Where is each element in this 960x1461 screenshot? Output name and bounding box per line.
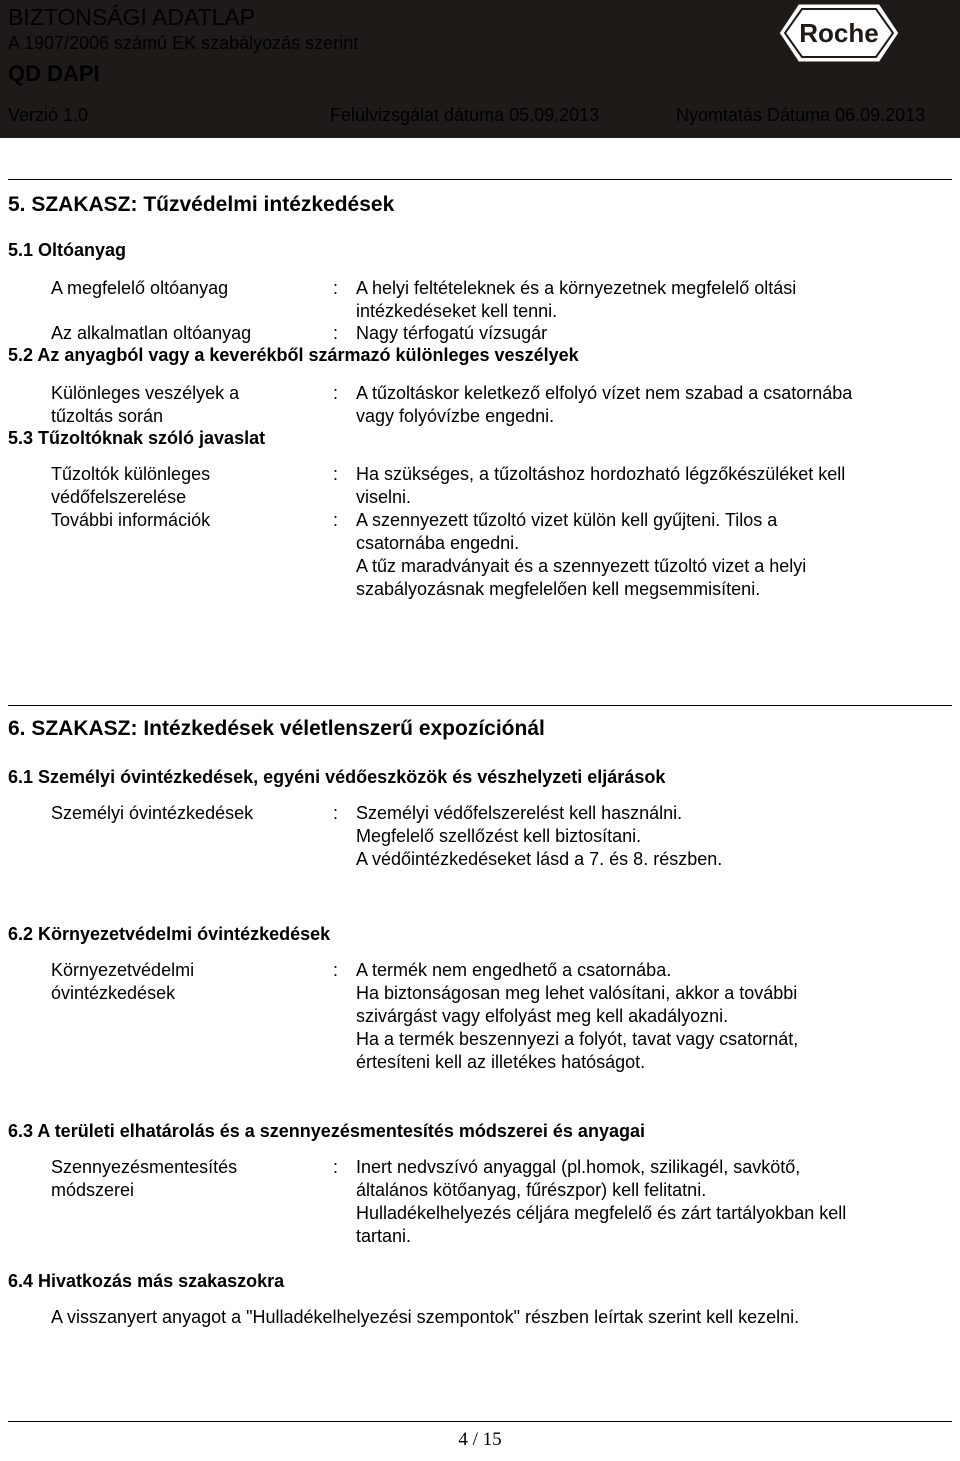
separator-colon: :: [333, 1157, 339, 1177]
separator-colon: :: [333, 383, 339, 403]
subsection-5-1: 5.1 Oltóanyag: [8, 240, 127, 260]
field-label: Különleges veszélyek a tűzoltás során: [51, 383, 240, 426]
separator-colon: :: [333, 278, 339, 298]
separator-colon: :: [333, 323, 339, 343]
field-value: Nagy térfogatú vízsugár: [356, 323, 548, 343]
field-label: Az alkalmatlan oltóanyag: [51, 323, 252, 343]
section-5-title: 5. SZAKASZ: Tűzvédelmi intézkedések: [8, 193, 395, 216]
field-value: Személyi védőfelszerelést kell használni. Megfelelő szellőzést kell biztosítani. A védőintézkedéseket lásd a 7. és 8. részben.: [356, 803, 723, 869]
field-label: További információk: [51, 510, 211, 530]
subsection-6-1: 6.1 Személyi óvintézkedések, egyéni védőeszközök és vészhelyzeti eljárások: [8, 767, 666, 787]
footer-divider: [8, 1421, 952, 1422]
field-value: A szennyezett tűzoltó vizet külön kell gyűjteni. Tilos a csatornába engedni. A tűz maradványait és a szennyezett tűzoltó vizet a helyi szabályozásnak megfelelően kell megsemmisíteni.: [356, 510, 807, 599]
subsection-6-4: 6.4 Hivatkozás más szakaszokra: [8, 1271, 285, 1291]
page-number: 4 / 15: [458, 1429, 502, 1450]
reference-paragraph: A visszanyert anyagot a "Hulladékelhelyezési szempontok" részben leírtak szerint kell kezelni.: [51, 1307, 800, 1327]
header-band-middle: [0, 62, 960, 92]
separator-colon: :: [333, 960, 339, 980]
print-date: Nyomtatás Dátuma 06.09.2013: [676, 105, 926, 125]
field-value: Ha szükséges, a tűzoltáshoz hordozható légzőkészüléket kell viselni.: [356, 464, 846, 507]
subsection-6-2: 6.2 Környezetvédelmi óvintézkedések: [8, 924, 331, 944]
revision-date: Felülvizsgálat dátuma 05.09.2013: [330, 105, 600, 125]
field-value: A helyi feltételeknek és a környezetnek megfelelő oltási intézkedéseket kell tenni.: [356, 278, 797, 321]
field-label: Tűzoltók különleges védőfelszerelése: [51, 464, 211, 507]
separator-colon: :: [333, 803, 339, 823]
field-value: A tűzoltáskor keletkező elfolyó vízet nem szabad a csatornába vagy folyóvízbe engedni.: [356, 383, 853, 426]
separator-colon: :: [333, 464, 339, 484]
logo-text: Roche: [799, 18, 879, 48]
subsection-5-3: 5.3 Tűzoltóknak szóló javaslat: [8, 428, 266, 448]
field-label: A megfelelő oltóanyag: [51, 278, 229, 298]
version-label: Verzió 1.0: [8, 105, 89, 125]
field-value: A termék nem engedhető a csatornába. Ha biztonságosan meg lehet valósítani, akkor a további szivárgást vagy elfolyást meg kell akadályozni. Ha a termék beszennyezi a folyót, tavat vagy csatornát, értesíteni kell az illetékes hatóságot.: [356, 960, 799, 1072]
section-divider: [8, 179, 952, 180]
subsection-5-2: 5.2 Az anyagból vagy a keverékből származó különleges veszélyek: [8, 345, 579, 365]
field-label: Személyi óvintézkedések: [51, 803, 254, 823]
document-title: BIZTONSÁGI ADATLAP: [8, 4, 256, 30]
section-6-title: 6. SZAKASZ: Intézkedések véletlenszerű expozíciónál: [8, 717, 545, 740]
field-label: Szennyezésmentesítés módszerei: [51, 1157, 238, 1200]
field-value: Inert nedvszívó anyaggal (pl.homok, szilikagél, savkötő, általános kötőanyag, fűrészpor) kell felitatni. Hulladékelhelyezés céljára megfelelő és zárt tartályokban kell tartani.: [356, 1157, 847, 1246]
regulation-subtitle: A 1907/2006 számú EK szabályozás szerint: [8, 33, 359, 53]
subsection-6-3: 6.3 A területi elhatárolás és a szennyezésmentesítés módszerei és anyagai: [8, 1121, 645, 1141]
product-name: QD DAPI: [8, 61, 100, 86]
section-divider: [8, 705, 952, 706]
field-label: Környezetvédelmi óvintézkedések: [51, 960, 195, 1003]
separator-colon: :: [333, 510, 339, 530]
roche-logo: [776, 1, 902, 65]
